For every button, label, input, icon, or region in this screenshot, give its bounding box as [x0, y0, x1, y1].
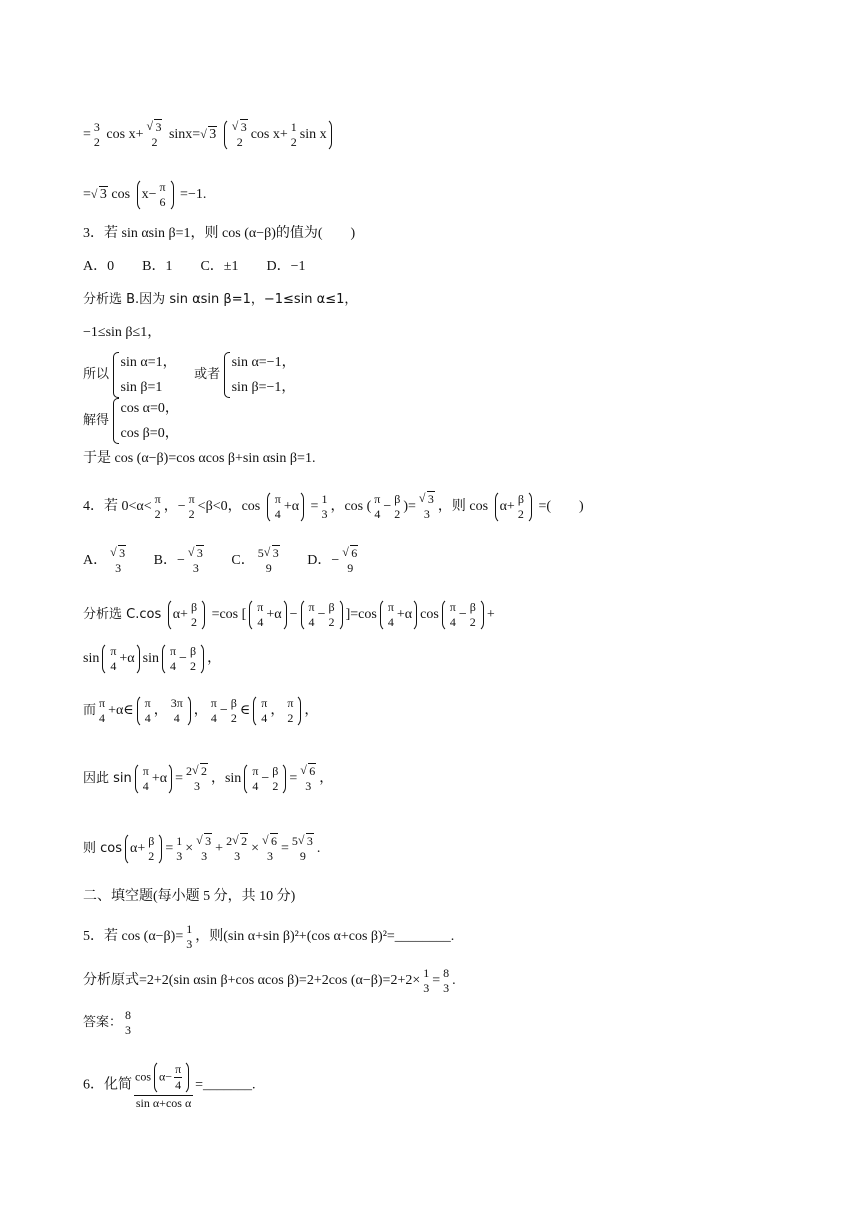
question-3: 3．若 sin αsin β=1，则 cos (α−β)的值为( ) — [83, 226, 356, 241]
analysis-5: 分析原式=2+2(sin αsin β+cos αcos β)=2+2cos (α−β)=2+2× 1 3 = 8 3 . — [83, 966, 456, 995]
fraction: 3 2 — [93, 120, 100, 149]
analysis-3-solution: 解得 cos α=0， cos β=0， — [83, 396, 179, 446]
fraction: cos α− $\frac{\pi}{4}$ sin α+cos α — [135, 1062, 192, 1110]
analysis-3-line-2: −1≤sin β≤1， — [83, 325, 162, 340]
analysis-3-conclusion: 于是 cos (α−β)=cos αcos β+sin αsin β=1. — [83, 451, 316, 466]
question-4: 4．若 0<α< π 2 ，− π 2 <β<0，cos π 4 +α = 1 3 ，cos ( π 4 − β 2 )= √ 3 3 ，则 cos α+ β 2 =( ) — [83, 490, 584, 524]
question-5: 5．若 cos (α−β)= 1 3 ，则(sin α+sin β)²+(cos α+cos β)²=________. — [83, 922, 455, 951]
section-2-heading: 二、填空题(每小题 5 分，共 10 分) — [83, 889, 296, 904]
brace-system: sin α=−1， sin β=−1， — [224, 350, 296, 400]
analysis-4-line-3: 而 π 4 +α∈ π 4 ， 3π 4 ， π 4 − β 2 ∈ π 4 ， π 2 ， — [83, 694, 318, 728]
question-6: 6．化简 cos α− $\frac{\pi}{4}$ sin α+cos α =_______. — [83, 1062, 256, 1110]
parenthesis-group: √ 3 2 cos x+ 1 2 sin x — [224, 118, 332, 152]
analysis-4-line-1: 分析选 C.cos α+ β 2 =cos [ π 4 +α − π 4 − β 2 ]=cos π 4 +α cos π 4 − β 2 + — [83, 598, 495, 632]
equation-line-1: = 3 2 cos x+ √ 3 2 sinx=√ 3 √ 3 2 cos x+ 1 2 sin x — [83, 118, 335, 152]
question-4-options: A． √ 3 3 B．− √ 3 3 C． 5√ 3 9 D．− √ 6 9 — [83, 546, 361, 576]
analysis-3-line-1: 分析选 B.因为 sin αsin β=1，−1≤sin α≤1， — [83, 292, 358, 307]
fraction: √ 3 2 — [145, 120, 163, 150]
brace-system: cos α=0， cos β=0， — [113, 396, 179, 446]
analysis-4-line-2: sin π 4 +α sin π 4 − β 2 ， — [83, 642, 221, 676]
analysis-4-line-4: 因此 sin π 4 +α = 2√ 2 3 ，sin π 4 − β 2 = √ 6 3 ， — [83, 762, 333, 796]
analysis-3-system: 所以 sin α=1， sin β=1 或者 sin α=−1， sin β=−1， — [83, 350, 296, 400]
brace-system: sin α=1， sin β=1 — [113, 350, 177, 400]
answer-5: 答案： 8 3 — [83, 1008, 132, 1037]
sqrt: √ 3 — [200, 126, 217, 144]
equation-line-2: =√ 3 cos x− π 6 =−1. — [83, 178, 206, 212]
analysis-4-line-5: 则 cos α+ β 2 = 1 3 × √ 3 3 + 2√ 2 3 × √ 6 3 = 5√ 3 9 . — [83, 832, 320, 866]
question-3-options: A．0 B．1 C．±1 D．−1 — [83, 259, 306, 274]
